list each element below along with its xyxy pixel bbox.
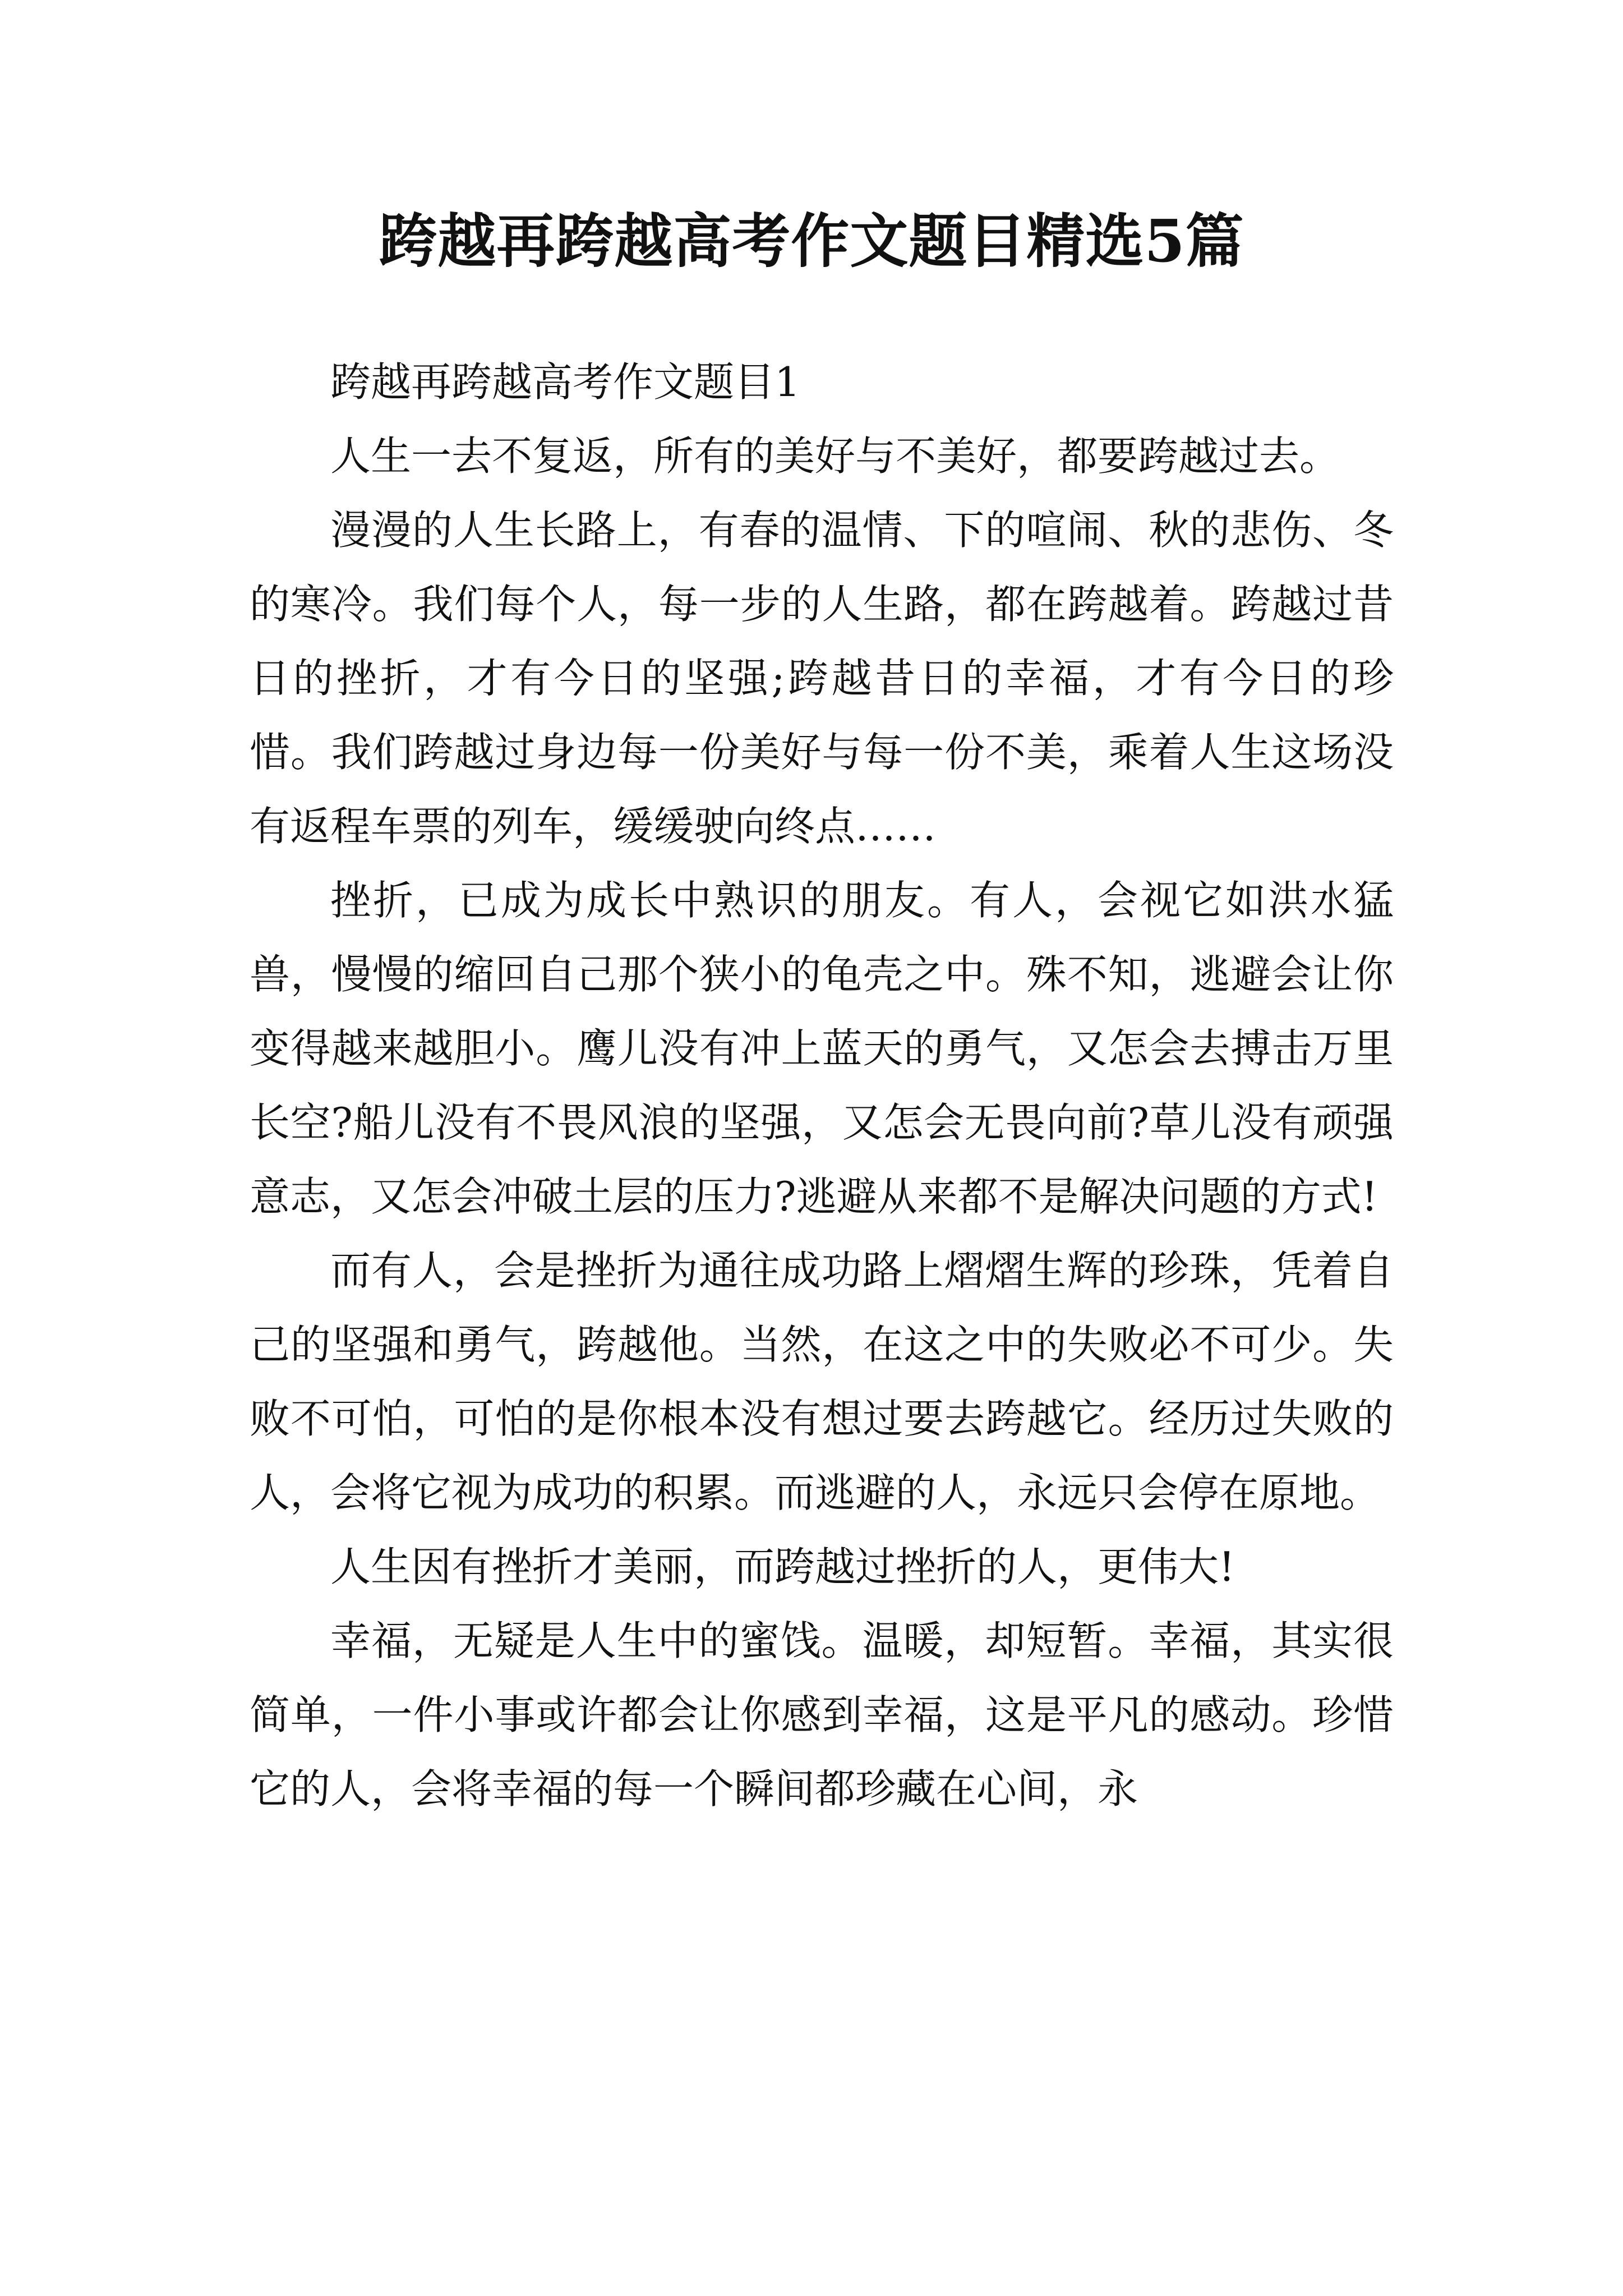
document-body: [250, 345, 1394, 1826]
paragraph: 漫漫的人生长路上，有春的温情、下的喧闹、秋的悲伤、冬的寒冷。我们每个人，每一步的人生路，都在跨越着。跨越过昔日的挫折，才有今日的坚强;跨越昔日的幸福，才有今日的珍惜。我们跨越过身边每一份美好与每一份不美，乘着人生这场没有返程车票的列车，缓缓驶向终点……: [250, 507, 1394, 850]
section-heading: 跨越再跨越高考作文题目1: [330, 358, 800, 406]
paragraph: 幸福，无疑是人生中的蜜饯。温暖，却短暂。幸福，其实很简单，一件小事或许都会让你感到幸福，这是平凡的感动。珍惜它的人，会将幸福的每一个瞬间都珍藏在心间，永: [250, 1617, 1394, 1812]
paragraph: 而有人，会是挫折为通往成功路上熠熠生辉的珍珠，凭着自己的坚强和勇气，跨越他。当然，在这之中的失败必不可少。失败不可怕，可怕的是你根本没有想过要去跨越它。经历过失败的人，会将它视为成功的积累。而逃避的人，永远只会停在原地。: [250, 1247, 1394, 1516]
paragraph: 挫折，已成为成长中熟识的朋友。有人，会视它如洪水猛兽，慢慢的缩回自己那个狭小的龟壳之中。殊不知，逃避会让你变得越来越胆小。鹰儿没有冲上蓝天的勇气，又怎会去搏击万里长空?船儿没有不畏风浪的坚强，又怎会无畏向前?草儿没有顽强意志，又怎会冲破土层的压力?逃避从来都不是解决问题的方式!: [250, 877, 1394, 1220]
paragraph: 人生一去不复返，所有的美好与不美好，都要跨越过去。: [330, 432, 1340, 480]
document-title: 跨越再跨越高考作文题目精选5篇: [379, 206, 1244, 275]
paragraph: 人生因有挫折才美丽，而跨越过挫折的人，更伟大!: [330, 1543, 1235, 1590]
